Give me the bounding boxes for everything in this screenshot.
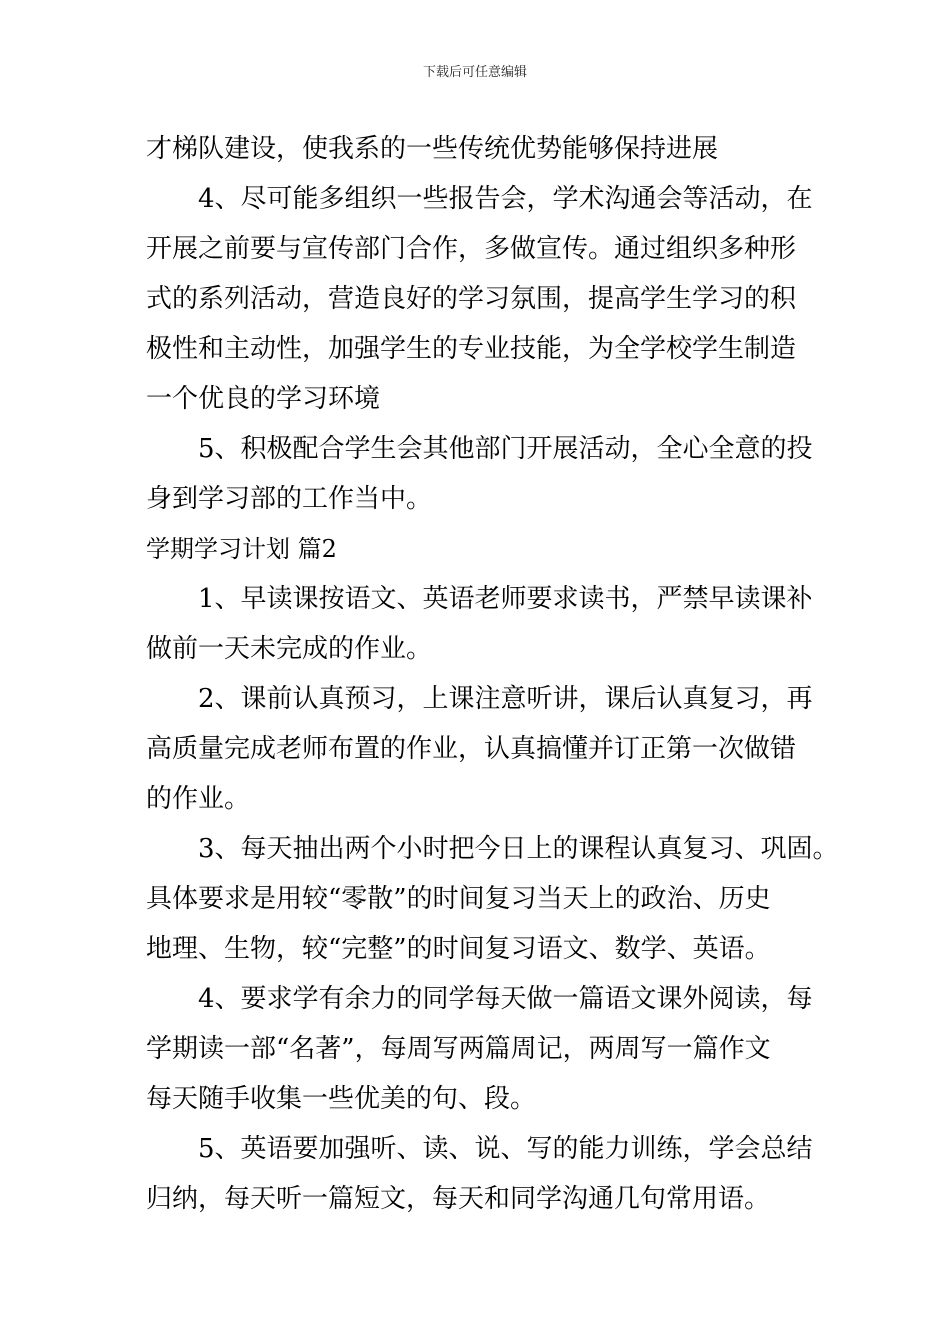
text-line: 身到学习部的工作当中。 <box>146 484 433 514</box>
text-line: 式的系列活动，营造良好的学习氛围，提高学生学习的积 <box>146 284 797 314</box>
text-line: 5、英语要加强听、读、说、写的能力训练，学会总结 <box>198 1134 813 1164</box>
page-header: 下载后可任意编辑 <box>422 65 527 80</box>
text-line: 才梯队建设，使我系的一些传统优势能够保持进展 <box>146 134 719 164</box>
text-line: 极性和主动性，加强学生的专业技能，为全学校学生制造 <box>146 334 797 364</box>
text-line: 学期读一部“名著”，每周写两篇周记，两周写一篇作文 <box>146 1034 771 1064</box>
text-line: 2、课前认真预习，上课注意听讲，课后认真复习，再 <box>198 684 813 714</box>
text-line: 3、每天抽出两个小时把今日上的课程认真复习、巩固。 <box>198 834 839 864</box>
text-line: 高质量完成老师布置的作业，认真搞懂并订正第一次做错 <box>146 734 797 764</box>
text-line: 的作业。 <box>146 784 251 814</box>
text-line: 一个优良的学习环境 <box>146 384 381 414</box>
text-line: 4、要求学有余力的同学每天做一篇语文课外阅读，每 <box>198 984 813 1014</box>
text-line: 归纳，每天听一篇短文，每天和同学沟通几句常用语。 <box>146 1184 771 1214</box>
document-body <box>146 124 839 1224</box>
text-line: 地理、生物，较“完整”的时间复习语文、数学、英语。 <box>146 934 771 964</box>
text-line: 做前一天未完成的作业。 <box>146 634 433 664</box>
text-line: 1、早读课按语文、英语老师要求读书，严禁早读课补 <box>198 584 813 614</box>
text-line: 4、尽可能多组织一些报告会，学术沟通会等活动，在 <box>198 184 813 214</box>
text-line: 每天随手收集一些优美的句、段。 <box>146 1084 537 1114</box>
text-line: 5、积极配合学生会其他部门开展活动，全心全意的投 <box>198 434 813 464</box>
text-line: 具体要求是用较“零散”的时间复习当天上的政治、历史 <box>146 884 771 914</box>
section-heading: 学期学习计划 篇2 <box>146 535 337 563</box>
text-line: 开展之前要与宣传部门合作，多做宣传。通过组织多种形 <box>146 234 797 264</box>
